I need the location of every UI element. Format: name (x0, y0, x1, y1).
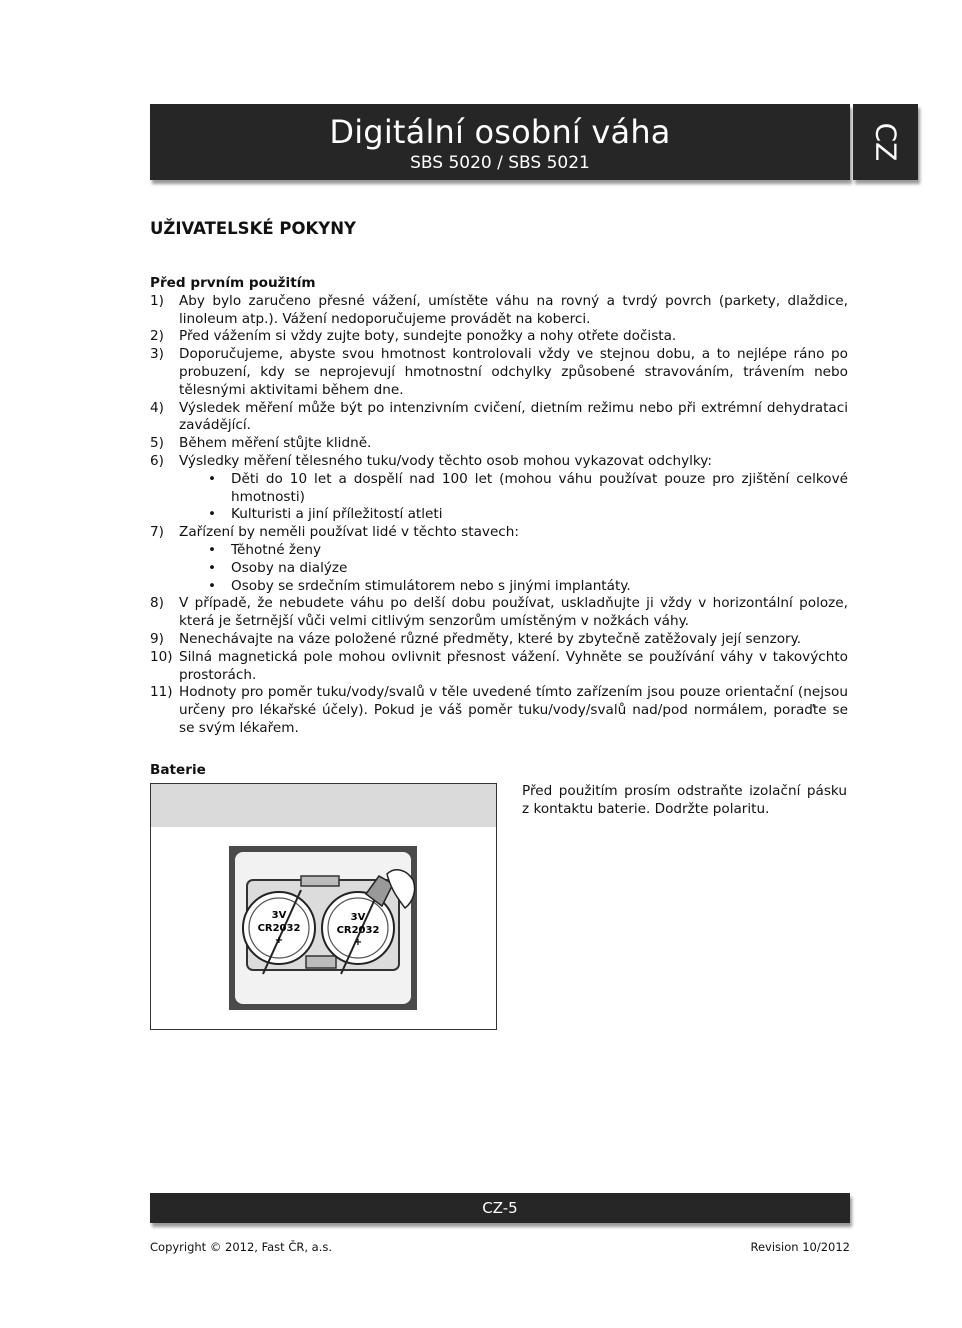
footer-bar (150, 1193, 850, 1223)
item-number: 1) (150, 292, 164, 309)
bullet-text: Osoby na dialýze (231, 559, 348, 576)
bullet-dot: • (208, 506, 217, 523)
document-title: Digitální osobní váha (329, 113, 671, 151)
list-item (150, 346, 848, 399)
item-number: 5) (150, 435, 164, 452)
right-cell-type: CR2032 (336, 925, 380, 936)
right-cell-voltage: 3V (350, 912, 366, 923)
item-number: 4) (150, 399, 164, 416)
list-item (150, 649, 848, 685)
bullet-text: Osoby se srdečním stimulátorem nebo s jinými implantáty. (231, 577, 631, 594)
list-item (150, 631, 848, 649)
left-cell-voltage: 3V (271, 910, 287, 921)
list-item (150, 684, 848, 737)
item-text: Před vážením si vždy zujte boty, sundejte ponožky a nohy otřete dočista. (179, 328, 677, 345)
item-text: V případě, že nebudete váhu po delší dobu používat, uskladňujte ji vždy v horizontální poloze, která je šetrnější vůči velmi citlivým senzorům umístěným v nožkách váhy. (179, 595, 848, 630)
item-number: 8) (150, 595, 164, 612)
revision: Revision 10/2012 (750, 1240, 850, 1254)
battery-figure (150, 783, 497, 1030)
bullet-item (150, 542, 848, 560)
item-text: Výsledek měření může být po intenzivním cvičení, dietním režimu nebo při extrémní dehydrataci zavádějící. (179, 399, 848, 434)
item-text: Doporučujeme, abyste svou hmotnost kontrolovali vždy ve stejnou dobu, a to nejlépe ráno po probuzení, kdy se neprojevují hmotnostní odchylky způsobené stravováním, trávením nebo tělesnými aktivitami během dne. (179, 346, 848, 398)
copyright: Copyright © 2012, Fast ČR, a.s. (150, 1240, 333, 1254)
model-subtitle: SBS 5020 / SBS 5021 (410, 153, 590, 173)
left-cell-polarity: + (274, 935, 284, 946)
bullet-item (150, 471, 848, 507)
item-number: 11) (150, 684, 173, 701)
document-header (150, 104, 850, 180)
list-item (150, 435, 848, 453)
tray-bottom-clip (306, 956, 336, 968)
bullet-dot: • (208, 470, 217, 487)
right-cell-polarity: + (353, 937, 363, 948)
item-number: 2) (150, 328, 164, 345)
tray-top-clip (301, 876, 339, 886)
list-item (150, 595, 848, 631)
left-cell-type: CR2032 (257, 923, 301, 934)
page-number: CZ-5 (482, 1199, 518, 1217)
bullet-item (150, 578, 848, 596)
bullet-dot: • (208, 577, 217, 594)
bullet-item (150, 506, 848, 524)
bullet-dot: • (208, 541, 217, 558)
item-text: Během měření stůjte klidně. (179, 435, 372, 452)
list-item (150, 524, 848, 542)
item-number: 6) (150, 452, 164, 469)
battery-note: Před použitím prosím odstraňte izolační pásku z kontaktu baterie. Dodržte polaritu. (522, 783, 847, 817)
bullet-text: Děti do 10 let a dospělí nad 100 let (mohou váhu používat pouze pro zjištění celkové hmotnosti) (231, 470, 848, 505)
list-item (150, 293, 848, 329)
bullet-text: Těhotné ženy (231, 541, 322, 558)
list-item (150, 453, 848, 471)
item-text: Aby bylo zaručeno přesné vážení, umístěte váhu na rovný a tvrdý povrch (parkety, dlaždice, linoleum atp.). Vážení nedoporučujeme provádět na koberci. (179, 292, 848, 327)
item-number: 3) (150, 346, 164, 363)
list-item (150, 328, 848, 346)
before-first-use-heading: Před prvním použitím (150, 275, 316, 291)
battery-heading: Baterie (150, 762, 206, 778)
battery-compartment-illustration (151, 784, 496, 1029)
item-text: Nenechávajte na váze položené různé předměty, které by zbytečně zatěžovaly její senzory. (179, 630, 802, 647)
item-text: Silná magnetická pole mohou ovlivnit přesnost vážení. Vyhněte se používání váhy v takovýchto prostorách. (179, 648, 848, 683)
bullet-dot: • (208, 559, 217, 576)
item-number: 7) (150, 524, 164, 541)
item-number: 9) (150, 630, 164, 647)
item-number: 10) (150, 648, 173, 665)
language-tab (853, 104, 918, 180)
section-title: UŽIVATELSKÉ POKYNY (150, 219, 356, 238)
instructions-content (150, 275, 848, 738)
item-text: Hodnoty pro poměr tuku/vody/svalů v těle uvedené tímto zařízením jsou pouze orientační (nejsou určeny pro lékařské účely). Pokud je váš poměr tuku/vody/svalů nad/pod normálem, poraďte se se svým lékařem. (179, 684, 848, 736)
list-item (150, 400, 848, 436)
language-tab-label: CZ (869, 122, 902, 162)
bullet-text: Kulturisti a jiní příležitostí atleti (231, 506, 443, 523)
item-text: Zařízení by neměli používat lidé v těchto stavech: (179, 524, 519, 541)
bullet-item (150, 560, 848, 578)
item-text: Výsledky měření tělesného tuku/vody těchto osob mohou vykazovat odchylky: (179, 452, 712, 469)
